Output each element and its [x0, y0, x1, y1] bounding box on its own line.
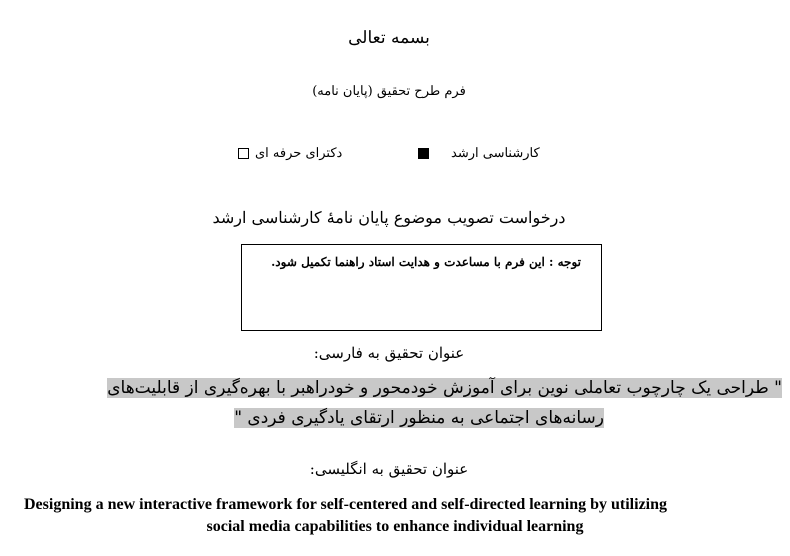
persian-title-line-2: رسانه‌های اجتماعی به منظور ارتقای یادگیری فردی ": [234, 408, 604, 428]
checkbox-unchecked-icon[interactable]: [238, 148, 249, 159]
english-title-line-2: social media capabilities to enhance individual learning: [206, 518, 584, 535]
english-title-label: عنوان تحقیق به انگلیسی:: [309, 460, 469, 478]
degree-option-masters-label: کارشناسی ارشد: [451, 146, 540, 161]
english-title-line-1: Designing a new interactive framework for self-centered and self-directed learning by utilizing: [24, 496, 668, 513]
english-title: [0, 494, 790, 538]
persian-title-label: عنوان تحقیق به فارسی:: [313, 344, 465, 362]
checkbox-checked-icon[interactable]: [418, 148, 429, 159]
persian-title: [12, 373, 782, 433]
degree-option-phd-label: دکترای حرفه ای: [255, 146, 343, 161]
notice-text: توجه : این فرم با مساعدت و هدایت استاد راهنما تکمیل شود.: [271, 255, 581, 269]
form-title: فرم طرح تحقیق (پایان نامه): [312, 84, 466, 99]
notice-box: [241, 244, 602, 331]
persian-title-line-1: " طراحی یک چارچوب تعاملی نوین برای آموزش خودمحور و خودراهبر با بهره‌گیری از قابلیت‌های: [107, 378, 782, 398]
degree-option-professional-doctorate[interactable]: [238, 146, 342, 161]
basmala-heading: بسمه تعالی: [348, 28, 430, 48]
degree-option-masters[interactable]: [418, 146, 540, 161]
request-heading: درخواست تصویب موضوع پایان نامهٔ کارشناسی ارشد: [212, 208, 566, 227]
